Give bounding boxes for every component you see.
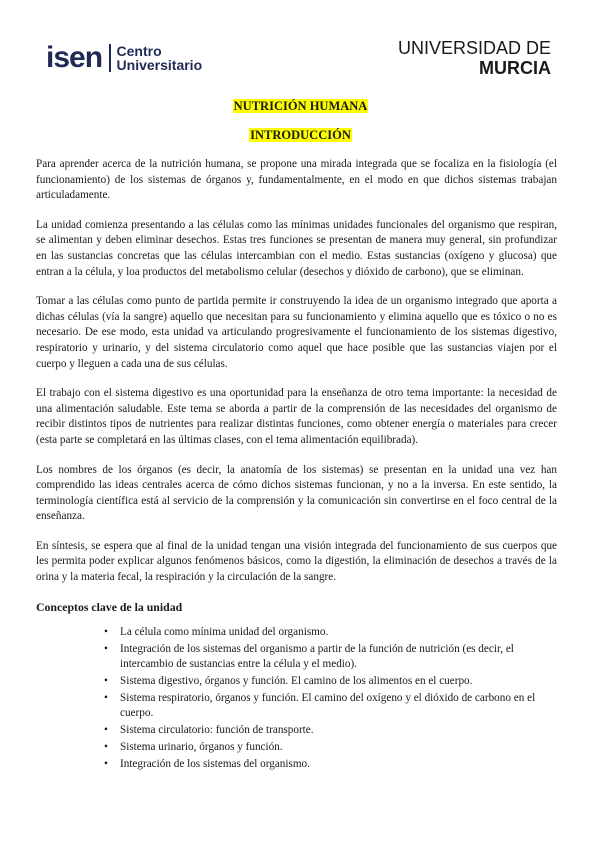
bullet-icon: • [104,643,108,656]
paragraph: En síntesis, se espera que al final de la unidad tengan una visión integrada del funcionamiento de sus cuerpos que les permita poder explicar algunos fenómenos básicos, como la digestión, la eliminación de desechos a través de la orina y la materia fecal, la respiración y la circulación de la sangre. [36,539,557,584]
university-name [398,38,551,78]
logo-divider [109,44,111,72]
document-body [36,157,557,774]
bullet-icon: • [104,741,108,754]
key-concepts-heading: Conceptos clave de la unidad [36,599,183,614]
university-line2: MURCIA [479,58,551,78]
bullet-icon: • [104,675,108,688]
paragraph: Para aprender acerca de la nutrición humana, se propone una mirada integrada que se focaliza en la fisiología (el funcionamiento) de los sistemas de órganos y, fundamentalmente, en el modo en que dichos sistemas trabajan articuladamente. [36,158,557,202]
logo-text [117,44,203,72]
bullet-icon: • [104,758,108,771]
bullet-icon: • [104,626,108,639]
list-item: • Sistema respiratorio, órganos y función. El camino del oxígeno y el dióxido de carbono en el cuerpo. [104,692,536,720]
list-item: • Integración de los sistemas del organismo. [104,758,310,771]
logo-line1: Centro [116,43,162,59]
paragraph: El trabajo con el sistema digestivo es una oportunidad para la enseñanza de otro tema importante: la necesidad de una alimentación saludable. Este tema se aborda a partir de la comprensión de las necesidades del organismo de recibir distintos tipos de nutrientes para realizar distintas funciones, como obtener energía o materiales para crecer (esta parte se completará en las últimas clases, con el tema alimentación equilibrada). [36,387,557,446]
list-item: • La célula como mínima unidad del organismo. [104,626,329,639]
logo-mark: isen [46,41,103,74]
paragraph: Tomar a las células como punto de partida permite ir construyendo la idea de un organismo integrado que aporta a dichas células (vía la sangre) aquello que necesitan para su funcionamiento y elimina aquello que es tóxico o no es necesario. De ese modo, esta unidad va articulando progresivamente el funcionamiento de los sistemas digestivo, respiratorio y urinario, y del sistema circulatorio como aquel que hace posible que las sustancias viajen por el cuerpo y lleguen a cada una de sus células. [36,295,557,370]
list-item: • Sistema digestivo, órganos y función. El camino de los alimentos en el cuerpo. [104,675,473,688]
paragraph: Los nombres de los órganos (es decir, la anatomía de los sistemas) se presentan en la unidad una vez han comprendido las ideas centrales acerca de cómo dichos sistemas funcionan, y no a la inversa. En este sentido, la terminología científica está al servicio de la comprensión y la comunicación sin convertirse en el foco central de la enseñanza. [36,463,557,523]
paragraph: La unidad comienza presentando a las células como las mínimas unidades funcionales del organismo que respiran, se alimentan y deben eliminar desechos. Estas tres funciones se presentan de manera muy general, sin profundizar en las sustancias concretas que las células intercambian con el medio. Estas sustancias (oxígeno y glucosa) que entran a la célula, y loa productos del metabolismo celular (desechos y dióxido de carbono), que se eliminan. [36,218,557,278]
list-item: • Sistema circulatorio: función de transporte. [104,724,314,737]
list-item: • Integración de los sistemas del organismo a partir de la función de nutrición (es decir, el intercambio de sustancias entre la célula y el medio). [104,643,514,671]
bullet-icon: • [104,692,108,705]
document-title: NUTRICIÓN HUMANA [233,99,368,113]
university-line1: UNIVERSIDAD DE [397,38,551,58]
section-title: INTRODUCCIÓN [250,128,351,142]
bullet-icon: • [104,724,108,737]
logo-line2: Universitario [116,57,203,73]
key-concepts-list [36,625,557,772]
list-item: • Sistema urinario, órganos y función. [104,741,283,754]
page-header [0,0,601,90]
isen-logo [46,42,202,74]
